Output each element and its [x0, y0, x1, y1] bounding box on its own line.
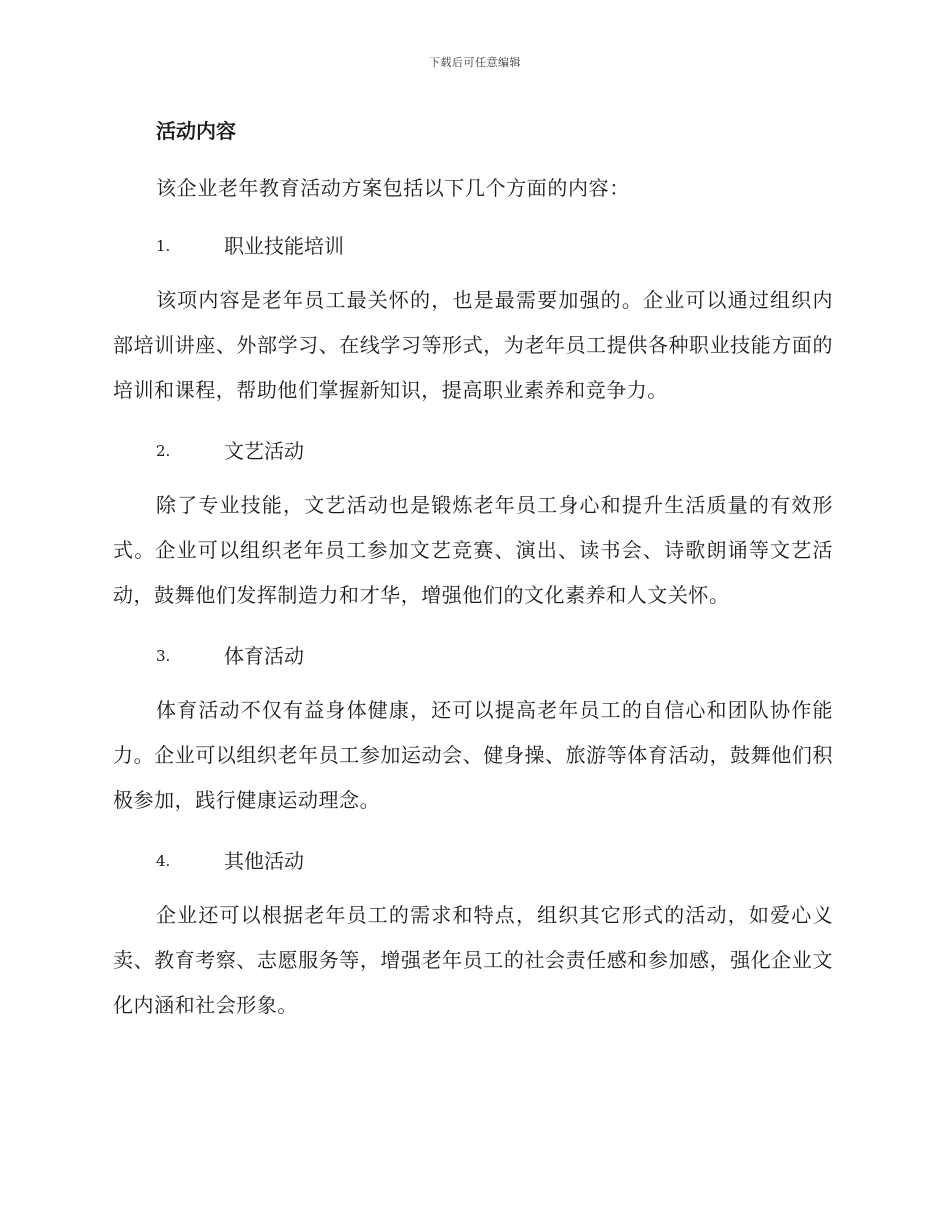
- page-header-note: 下载后可任意编辑: [429, 56, 521, 69]
- section-title-4: [156, 845, 304, 874]
- section-title-3: [156, 640, 304, 669]
- section-title-text: 职业技能培训: [224, 234, 344, 258]
- section-title-text: 其他活动: [224, 849, 304, 873]
- section-title-text: 体育活动: [224, 644, 304, 668]
- section-body-1: 该项内容是老年员工最关怀的，也是最需要加强的。企业可以通过组织内部培训讲座、外部学习、在线学习等形式，为老年员工提供各种职业技能方面的培训和课程，帮助他们掌握新知识，提高职业素养和竞争力。: [113, 288, 833, 402]
- section-heading: 活动内容: [156, 119, 236, 143]
- section-number: 4.: [156, 852, 171, 870]
- section-number: 3.: [156, 647, 171, 665]
- section-number: 2.: [156, 442, 171, 460]
- section-title-text: 文艺活动: [224, 439, 304, 463]
- section-body-3: 体育活动不仅有益身体健康，还可以提高老年员工的自信心和团队协作能力。企业可以组织老年员工参加运动会、健身操、旅游等体育活动，鼓舞他们积极参加，践行健康运动理念。: [113, 698, 833, 812]
- intro-paragraph: 该企业老年教育活动方案包括以下几个方面的内容：: [156, 176, 630, 200]
- section-body-4: 企业还可以根据老年员工的需求和特点，组织其它形式的活动，如爱心义卖、教育考察、志愿服务等，增强老年员工的社会责任感和参加感，强化企业文化内涵和社会形象。: [113, 903, 833, 1017]
- section-number: 1.: [156, 237, 171, 255]
- section-title-2: [156, 435, 304, 464]
- section-title-1: [156, 230, 344, 259]
- section-body-2: 除了专业技能，文艺活动也是锻炼老年员工身心和提升生活质量的有效形式。企业可以组织老年员工参加文艺竞赛、演出、读书会、诗歌朗诵等文艺活动，鼓舞他们发挥制造力和才华，增强他们的文化素养和人文关怀。: [113, 493, 833, 607]
